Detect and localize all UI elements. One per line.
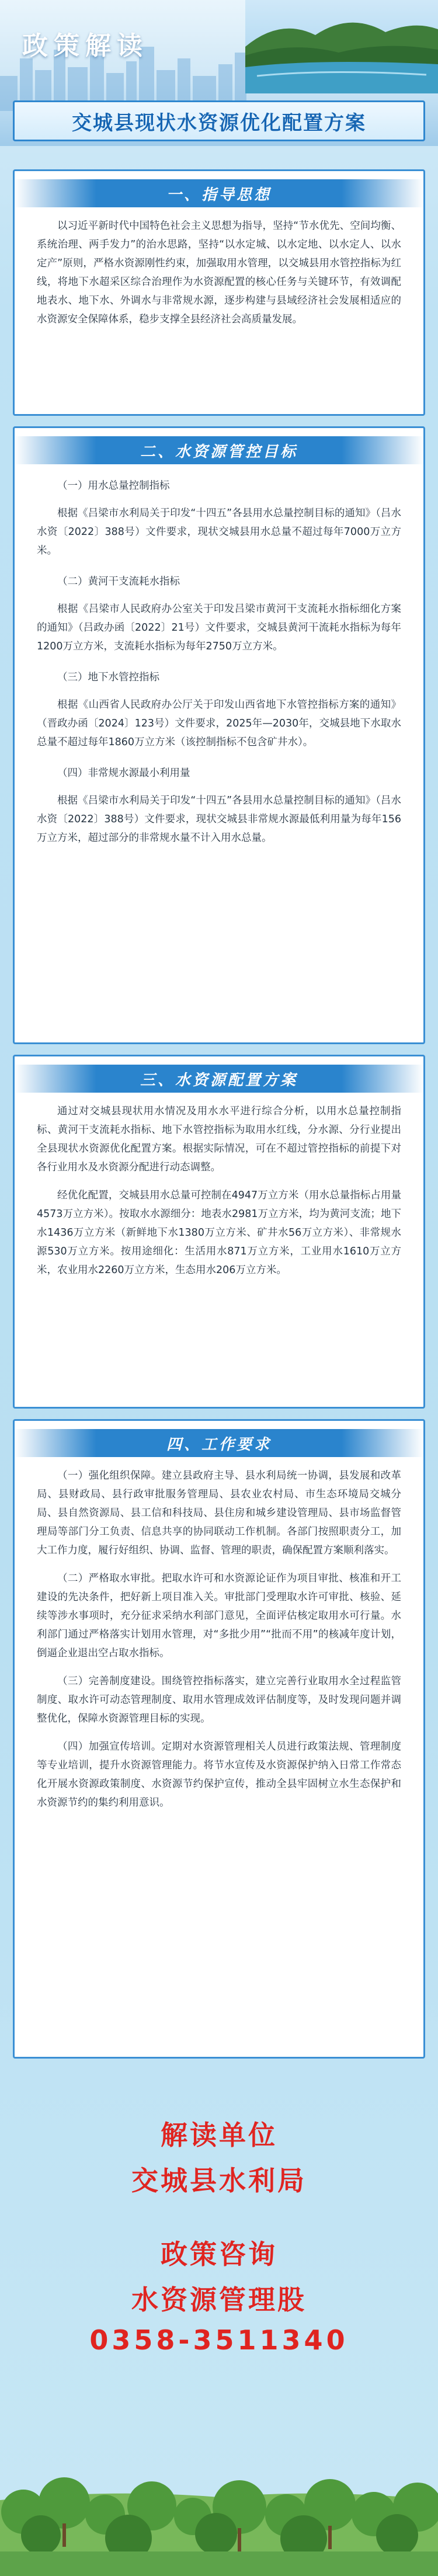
footer-contact: [0, 2114, 438, 2356]
item-text: 根据《吕梁市水利局关于印发“十四五”各县用水总量控制目标的通知》（吕水水资〔2022〕388号）文件要求，现状交城县非常规水源最低利用量为每年156万立方米，超过部分的非常规水量不计入用水总量。: [37, 795, 401, 844]
interpret-unit-name: 交城县水利局: [131, 2165, 307, 2196]
document-title: 交城县现状水资源优化配置方案: [72, 111, 366, 135]
item-title: （二）黄河干支流耗水指标: [57, 576, 180, 587]
section-guiding-thought: [13, 169, 425, 416]
paragraph: （三）完善制度建设。围绕管控指标落实，建立完善行业取用水全过程监管制度、取水许可动态管理制度、取用水管理成效评估制度等，及时发现问题并调整优化，保障水资源管理目标的实现。: [37, 1675, 401, 1725]
paragraph: （二）严格取水审批。把取水许可和水资源论证作为项目审批、核准和开工建设的先决条件，把好新上项目准入关。审批部门受理取水许可审批、核验、延续等涉水事项时，充分征求采纳水利部门意见，全面评估核定取用水可行量。水利部门通过严格落实计划用水管理，对“多批少用”“批而不用”的核减年度计划，倒逼企业退出空占取水指标。: [37, 1573, 401, 1659]
section-allocation-plan: [13, 1055, 425, 1409]
item-title: （三）地下水管控指标: [57, 672, 159, 683]
consult-phone: 0358-3511340: [89, 2324, 349, 2356]
consult-department: 水资源管理股: [131, 2284, 307, 2316]
consult-label: 政策咨询: [161, 2238, 277, 2270]
header-banner: [0, 0, 438, 146]
paragraph: （四）加强宣传培训。定期对水资源管理相关人员进行政策法规、管理制度等专业培训，提升水资源管理能力。将节水宣传及水资源保护纳入日常工作常态化开展水资源政策制度、水资源节约保护宣传，推动全县牢固树立水生态保护和水资源节约的集约利用意识。: [37, 1741, 401, 1809]
section-heading: 一、指导思想: [166, 186, 272, 204]
section-heading: 二、水资源管控目标: [140, 443, 298, 461]
section-heading-bar: [15, 1065, 423, 1093]
banner-title: 政策解读: [22, 31, 148, 61]
lake-scenery-icon: [245, 0, 438, 93]
paragraph: （一）强化组织保障。建立县政府主导、县水利局统一协调，县发展和改革局、县财政局、县行政审批服务管理局、县农业农村局、市生态环境局交城分局、县自然资源局、县工信和科技局、县住房和城乡建设管理局、县市场监督管理局等部门分工负责、信息共享的协同联动工作机制。各部门按照职责分工，加大工作力度，履行好组织、协调、监督、管理的职责，确保配置方案顺利落实。: [37, 1470, 401, 1556]
item-title: （一）用水总量控制指标: [57, 480, 170, 492]
section-heading-bar: [15, 436, 423, 464]
item-text: 根据《吕梁市水利局关于印发“十四五”各县用水总量控制目标的通知》（吕水水资〔2022〕388号）文件要求，现状交城县用水总量不超过每年7000万立方米。: [37, 507, 401, 557]
paragraph: 经优化配置，交城县用水总量可控制在4947万立方米（用水总量指标占用量4573万立方米）。按取水水源细分：地表水2981万立方米，均为黄河支流；地下水1436万立方米（新鲜地下水1380万立方米、矿井水56万立方米）、非常规水源530万立方米。按用途细化：生活用水871万立方米，工业用水1610万立方米，农业用水2260万立方米，生态用水206万立方米。: [37, 1190, 401, 1276]
section-heading: 三、水资源配置方案: [140, 1071, 298, 1089]
interpret-unit-label: 解读单位: [161, 2119, 277, 2151]
section-heading: 四、工作要求: [166, 1435, 272, 1454]
section-control-targets: [13, 426, 425, 1044]
item-text: 根据《吕梁市人民政府办公室关于印发吕梁市黄河干支流耗水指标细化方案的通知》（吕政办函〔2022〕21号）文件要求，交城县黄河干流耗水指标为每年1200万立方米，支流耗水指标为每年2750万立方米。: [37, 603, 401, 652]
document-title-box: [13, 100, 425, 141]
paragraph: 以习近平新时代中国特色社会主义思想为指导，坚持“节水优先、空间均衡、系统治理、两手发力”的治水思路，坚持“以水定城、以水定地、以水定人、以水定产”原则，严格水资源刚性约束，加强取用水管理，以交城县用水管控指标为红线，将地下水超采区综合治理作为水资源配置的核心任务与关键环节，有效调配地表水、地下水、外调水与非常规水源，逐步构建与县域经济社会发展相适应的水资源安全保障体系，稳步支撑全县经济社会高质量发展。: [37, 220, 401, 325]
section-heading-bar: [15, 1429, 423, 1457]
section-work-requirements: [13, 1419, 425, 2059]
paragraph: 通过对交城县现状用水情况及用水水平进行综合分析，以用水总量控制指标、黄河干支流耗水指标、地下水管控指标为取用水红线，分水源、分行业提出全县现状水资源优化配置方案。根据实际情况，可在不超过管控指标的前提下对各行业用水及水资源分配进行动态调整。: [37, 1106, 401, 1173]
item-title: （四）非常规水源最小利用量: [57, 767, 190, 779]
trees-scenery-icon: [0, 2401, 438, 2576]
item-text: 根据《山西省人民政府办公厅关于印发山西省地下水管控指标方案的通知》（晋政办函〔2024〕123号）文件要求，2025年—2030年，交城县地下水取水总量不超过每年1860万立方米（该控制指标不包含矿井水）。: [37, 699, 401, 748]
section-heading-bar: [15, 179, 423, 207]
